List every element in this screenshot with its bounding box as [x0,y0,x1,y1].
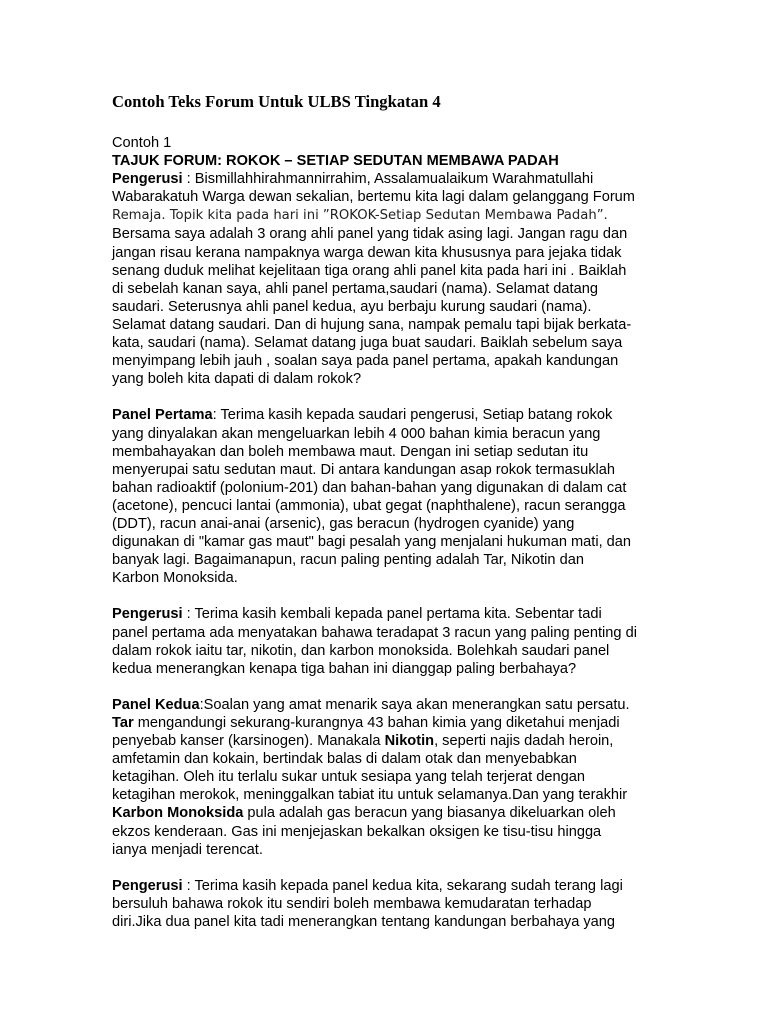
paragraph-panel-one [112,406,672,587]
speaker-label: Panel Pertama [112,407,213,424]
paragraph-chair-second [112,605,672,677]
speaker-label: Pengerusi [112,606,183,623]
paragraph-text: : Bismillahhirahmannirrahim, Assalamualaikum Warahmatullahi Wabarakatuh Warga dewan sekalian, bertemu kita lagi dalam gelanggang Forum [112,171,635,206]
paragraph-text: pula adalah gas beracun yang biasanya dikeluarkan oleh ekzos kenderaan. Gas ini menjejaskan bekalkan oksigen ke tisu-tisu hingga ianya menjadi terencat. [112,805,616,858]
paragraph-spacer [112,859,672,877]
paragraph-spacer [112,587,672,605]
paragraph-text: , seperti najis dadah heroin, amfetamin dan kokain, bertindak balas di dalam otak dan menyebabkan ketagihan. Oleh itu terlalu sukar untuk sesiapa yang telah terjerat dengan ketagihan merokok, meninggalkan tabiat itu untuk selamanya.Dan yang terakhir [112,733,628,804]
paragraph-text: : Terima kasih kembali kepada panel pertama kita. Sebentar tadi panel pertama ada menyatakan bahawa teradapat 3 racun yang paling penting di dalam rokok iaitu tar, nikotin, dan karbon monoksida. Bolehkah saudari panel kedua menerangkan kenapa tiga bahan ini dianggap paling berbahaya? [112,606,637,677]
example-label: Contoh 1 [112,135,172,151]
speaker-label: Pengerusi [112,171,183,188]
paragraph-text: :Soalan yang amat menarik saya akan menerangkan satu persatu. [199,696,630,713]
paragraph-text: Remaja. Topik kita pada hari ini ”ROKOK-Setiap Sedutan Membawa Padah”. [112,208,608,224]
speaker-label: Pengerusi [112,877,183,894]
paragraph-text: : Terima kasih kepada saudari pengerusi, Setiap batang rokok yang dinyalakan akan mengeluarkan lebih 4 000 bahan kimia beracun yang membahayakan dan boleh membawa maut. Dengan ini setiap sedutan itu menyerupai satu sedutan maut. Di antara kandungan asap rokok termasuklah bahan radioaktif (polonium-201) dan bahan-bahan yang digunakan di dalam cat (acetone), pencuci lantai (ammonia), ubat gegat (naphthalene), racun serangga (DDT), racun anai-anai (arsenic), gas beracun (hydrogen cyanide) yang digunakan di "kamar gas maut" bagi pesalah yang menjalani hukuman mati, dan banyak lagi. Bagaimanapun, racun paling penting adalah Tar, Nikotin dan Karbon Monoksida. [112,407,632,587]
paragraph-text: : Terima kasih kepada panel kedua kita, sekarang sudah terang lagi bersuluh bahawa rokok itu sendiri boleh membawa kemudaratan terhadap diri.Jika dua panel kita tadi menerangkan tentang kandungan berbahaya yang [112,877,623,931]
document-title: Contoh Teks Forum Untuk ULBS Tingkatan 4 [112,92,441,111]
speaker-label: Panel Kedua [112,696,200,713]
paragraph-panel-two [112,696,672,859]
paragraph-text: mengandungi sekurang-kurangnya 43 bahan kimia yang diketahui menjadi penyebab kanser (karsinogen). Manakala [112,715,620,750]
document-page [112,92,672,931]
paragraph-spacer [112,678,672,696]
forum-heading: TAJUK FORUM: ROKOK – SETIAP SEDUTAN MEMBAWA PADAH [112,153,559,170]
paragraph-text: Bersama saya adalah 3 orang ahli panel yang tidak asing lagi. Jangan ragu dan jangan risau kerana nampaknya warga dewan kita khususnya para jejaka tidak senang duduk melihat kejelitaan tiga orang ahli panel kita pada hari ini . Baiklah di sebelah kanan saya, ahli panel pertama,saudari (nama). Selamat datang saudari. Seterusnya ahli panel kedua, ayu berbaju kurung saudari (nama). Selamat datang saudari. Dan di hujung sana, nampak pemalu tapi bijak berkata- kata, saudari (nama). Selamat datang juga buat saudari. Baiklah sebelum saya menyimpang lebih jauh , soalan saya pada panel pertama, apakah kandungan yang boleh kita dapati di dalam rokok? [112,226,632,388]
paragraph-chair-opening [112,170,672,388]
term-karbon-monoksida: Karbon Monoksida [112,805,244,822]
term-tar: Tar [112,715,134,731]
paragraph-chair-third [112,877,672,931]
paragraph-spacer [112,388,672,406]
term-nikotin: Nikotin [384,733,435,750]
